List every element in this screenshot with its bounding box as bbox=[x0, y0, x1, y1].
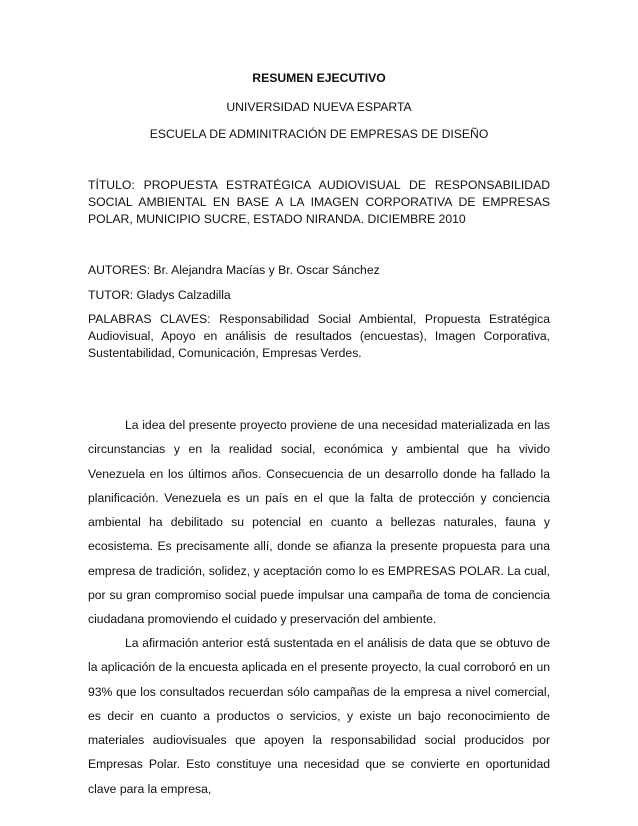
university-name: UNIVERSIDAD NUEVA ESPARTA bbox=[226, 100, 412, 114]
school-name: ESCUELA DE ADMINITRACIÓN DE EMPRESAS DE DISEÑO bbox=[149, 127, 489, 141]
keywords: PALABRAS CLAVES: Responsabilidad Social Ambiental, Propuesta Estratégica Audiovisual, Apoyo en análisis de resultados (encuestas), Imagen Corporativa, Sustentabilidad, Comunicación, Empresas Verdes. bbox=[88, 312, 550, 361]
body-paragraph-2: La afirmación anterior está sustentada en el análisis de data que se obtuvo de la aplicación de la encuesta aplicada en el presente proyecto, la cual corroboró en un 93% que los consultados recuerdan sólo campañas de la empresa a nivel comercial, es decir en cuanto a productos o servicios, y existe un bajo reconocimiento de materiales audiovisuales que apoyen la responsabilidad social producidos por Empresas Polar. Esto constituye una necesidad que se convierte en oportunidad clave para la empresa, bbox=[88, 636, 550, 796]
authors: AUTORES: Br. Alejandra Macías y Br. Oscar Sánchez bbox=[88, 263, 380, 277]
thesis-title: TÍTULO: PROPUESTA ESTRATÉGICA AUDIOVISUAL DE RESPONSABILIDAD SOCIAL AMBIENTAL EN BASE A LA IMAGEN CORPORATIVA DE EMPRESAS POLAR, MUNICIPIO SUCRE, ESTADO NIRANDA. DICIEMBRE 2010 bbox=[88, 178, 550, 227]
body-paragraph-1: La idea del presente proyecto proviene de una necesidad materializada en las circunstancias y en la realidad social, económica y ambiental que ha vivido Venezuela en los últimos años. Consecuencia de un desarrollo donde ha fallado la planificación. Venezuela es un país en el que la falta de protección y conciencia ambiental ha debilitado su potencial en cuanto a bellezas naturales, fauna y ecosistema. Es precisamente allí, donde se afianza la presente propuesta para una empresa de tradición, solidez, y aceptación como lo es EMPRESAS POLAR. La cual, por su gran compromiso social puede impulsar una campaña de toma de conciencia ciudadana promoviendo el cuidado y preservación del ambiente. bbox=[88, 418, 550, 627]
tutor: TUTOR: Gladys Calzadilla bbox=[88, 288, 231, 302]
document-title: RESUMEN EJECUTIVO bbox=[252, 71, 386, 85]
